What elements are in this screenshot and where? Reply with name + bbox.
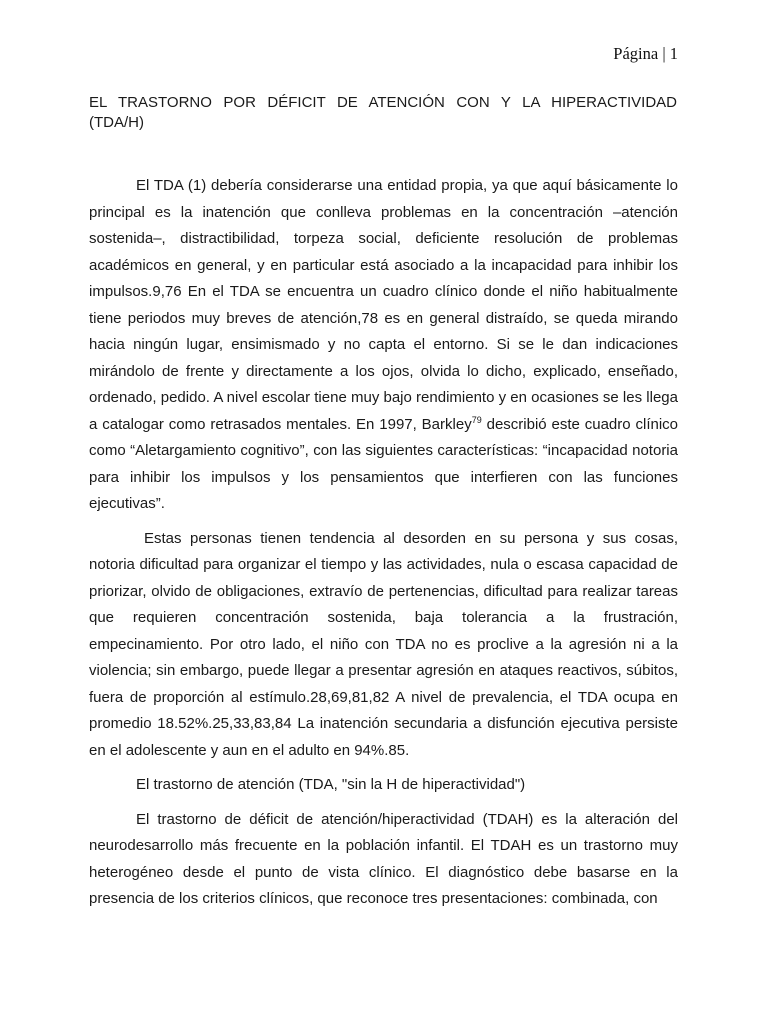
paragraph-3: El trastorno de atención (TDA, "sin la H de hiperactividad") xyxy=(136,776,526,793)
paragraph-1-text-b: describió este cuadro clínico como “Aletargamiento cognitivo”, con las siguientes características: “incapacidad notoria para inhibir los impulsos y los pensamientos que interfieren con las funciones ejecutivas”. xyxy=(89,415,679,512)
title-line-1: EL TRASTORNO POR DÉFICIT DE ATENCIÓN CON Y LA HIPERACTIVIDAD xyxy=(89,94,677,111)
document-body xyxy=(89,173,678,913)
page-number-header: Página | 1 xyxy=(613,44,678,63)
paragraph-4: El trastorno de déficit de atención/hiperactividad (TDAH) es la alteración del neurodesarrollo más frecuente en la población infantil. El TDAH es un trastorno muy heterogéneo desde el punto de vista clínico. El diagnóstico debe basarse en la presencia de los criterios clínicos, que reconoce tres presentaciones: combinada, con xyxy=(89,810,678,907)
paragraph-2: Estas personas tienen tendencia al desorden en su persona y sus cosas, notoria dificultad para organizar el tiempo y las actividades, nula o escasa capacidad de priorizar, olvido de obligaciones, extravío de pertenencias, dificultad para realizar tareas que requieren concentración sostenida, baja tolerancia a la frustración, empecinamiento. Por otro lado, el niño con TDA no es proclive a la agresión ni a la violencia; sin embargo, puede llegar a presentar agresión en ataques reactivos, súbitos, fuera de proporción al estímulo.28,69,81,82 A nivel de prevalencia, el TDA ocupa en promedio 18.52%.25,33,83,84 La inatención secundaria a disfunción ejecutiva persiste en el adolescente y aun en el adulto en 94%.85. xyxy=(89,529,678,759)
document-title xyxy=(89,93,677,133)
footnote-reference: 79 xyxy=(471,414,482,425)
paragraph-1 xyxy=(89,173,678,518)
paragraph-1-text-a: El TDA (1) debería considerarse una entidad propia, ya que aquí básicamente lo principal es la inatención que conlleva problemas en la concentración –atención sostenida–, distractibilidad, torpeza social, deficiente resolución de problemas académicos en general, y en particular está asociado a la incapacidad para inhibir los impulsos.9,76 En el TDA se encuentra un cuadro clínico donde el niño habitualmente tiene periodos muy breves de atención,78 es en general distraído, se queda mirando hacia ningún lugar, ensimismado y no capta el entorno. Si se le dan indicaciones mirándolo de frente y directamente a los ojos, olvida lo dicho, explicado, enseñado, ordenado, pedido. A nivel escolar tiene muy bajo rendimiento y en ocasiones se les llega a catalogar como retrasados mentales. En 1997, Barkley xyxy=(89,177,678,433)
title-line-2: (TDA/H) xyxy=(89,114,144,131)
